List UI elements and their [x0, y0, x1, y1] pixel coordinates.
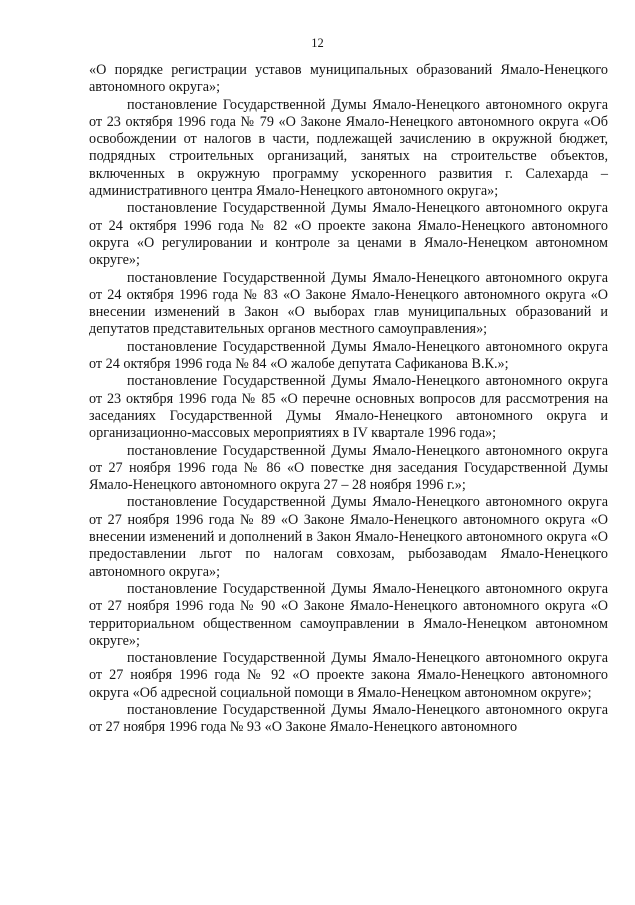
paragraph: постановление Государственной Думы Ямало-Ненецкого автономного округа от 23 октября 1996 года № 79 «О Законе Ямало-Ненецкого автономного округа «Об освобождении от налогов в части, подлежащей зачислению в окружной бюджет, подрядных строительных организаций, занятых на строительстве объектов, включенных в окружную программу ускоренного развития г. Салехарда – административного центра Ямало-Ненецкого автономного округа»; [89, 96, 608, 200]
paragraph: постановление Государственной Думы Ямало-Ненецкого автономного округа от 27 ноября 1996 года № 89 «О Законе Ямало-Ненецкого автономного округа «О внесении изменений и дополнений в Закон Ямало-Ненецкого автономного округа «О предоставлении льгот по налогам совхозам, рыбозаводам Ямало-Ненецкого автономного округа»; [89, 494, 608, 580]
paragraph: постановление Государственной Думы Ямало-Ненецкого автономного округа от 27 ноября 1996 года № 92 «О проекте закона Ямало-Ненецкого автономного округа «Об адресной социальной помощи в Ямало-Ненецком автономном округе»; [89, 650, 608, 701]
paragraph: постановление Государственной Думы Ямало-Ненецкого автономного округа от 27 ноября 1996 года № 90 «О Законе Ямало-Ненецкого автономного округа «О территориальном общественном самоуправлении в Ямало-Ненецком автономном округе»; [89, 580, 608, 649]
page-number: 12 [311, 36, 324, 50]
paragraph: постановление Государственной Думы Ямало-Ненецкого автономного округа от 27 ноября 1996 года № 86 «О повестке дня заседания Государственной Думы Ямало-Ненецкого автономного округа 27 – 28 ноября 1996 г.»; [89, 442, 608, 494]
paragraph: постановление Государственной Думы Ямало-Ненецкого автономного округа от 27 ноября 1996 года № 93 «О Законе Ямало-Ненецкого автономного [89, 701, 608, 736]
paragraph: постановление Государственной Думы Ямало-Ненецкого автономного округа от 24 октября 1996 года № 82 «О проекте закона Ямало-Ненецкого автономного округа «О регулировании и контроле за ценами в Ямало-Ненецком автономном округе»; [89, 200, 608, 269]
paragraph: постановление Государственной Думы Ямало-Ненецкого автономного округа от 24 октября 1996 года № 83 «О Законе Ямало-Ненецкого автономного округа «О внесении изменений в Закон «О выборах глав муниципальных образований и депутатов представительных органов местного самоуправления»; [89, 269, 608, 338]
paragraph-continuation: «О порядке регистрации уставов муниципальных образований Ямало-Ненецкого автономного округа»; [89, 62, 608, 96]
document-body [89, 62, 608, 737]
paragraph: постановление Государственной Думы Ямало-Ненецкого автономного округа от 23 октября 1996 года № 85 «О перечне основных вопросов для рассмотрения на заседаниях Государственной Думы Ямало-Ненецкого автономного округа и организационно-массовых мероприятиях в IV квартале 1996 года»; [89, 373, 608, 442]
paragraph: постановление Государственной Думы Ямало-Ненецкого автономного округа от 24 октября 1996 года № 84 «О жалобе депутата Сафиканова В.К.»; [89, 338, 608, 373]
